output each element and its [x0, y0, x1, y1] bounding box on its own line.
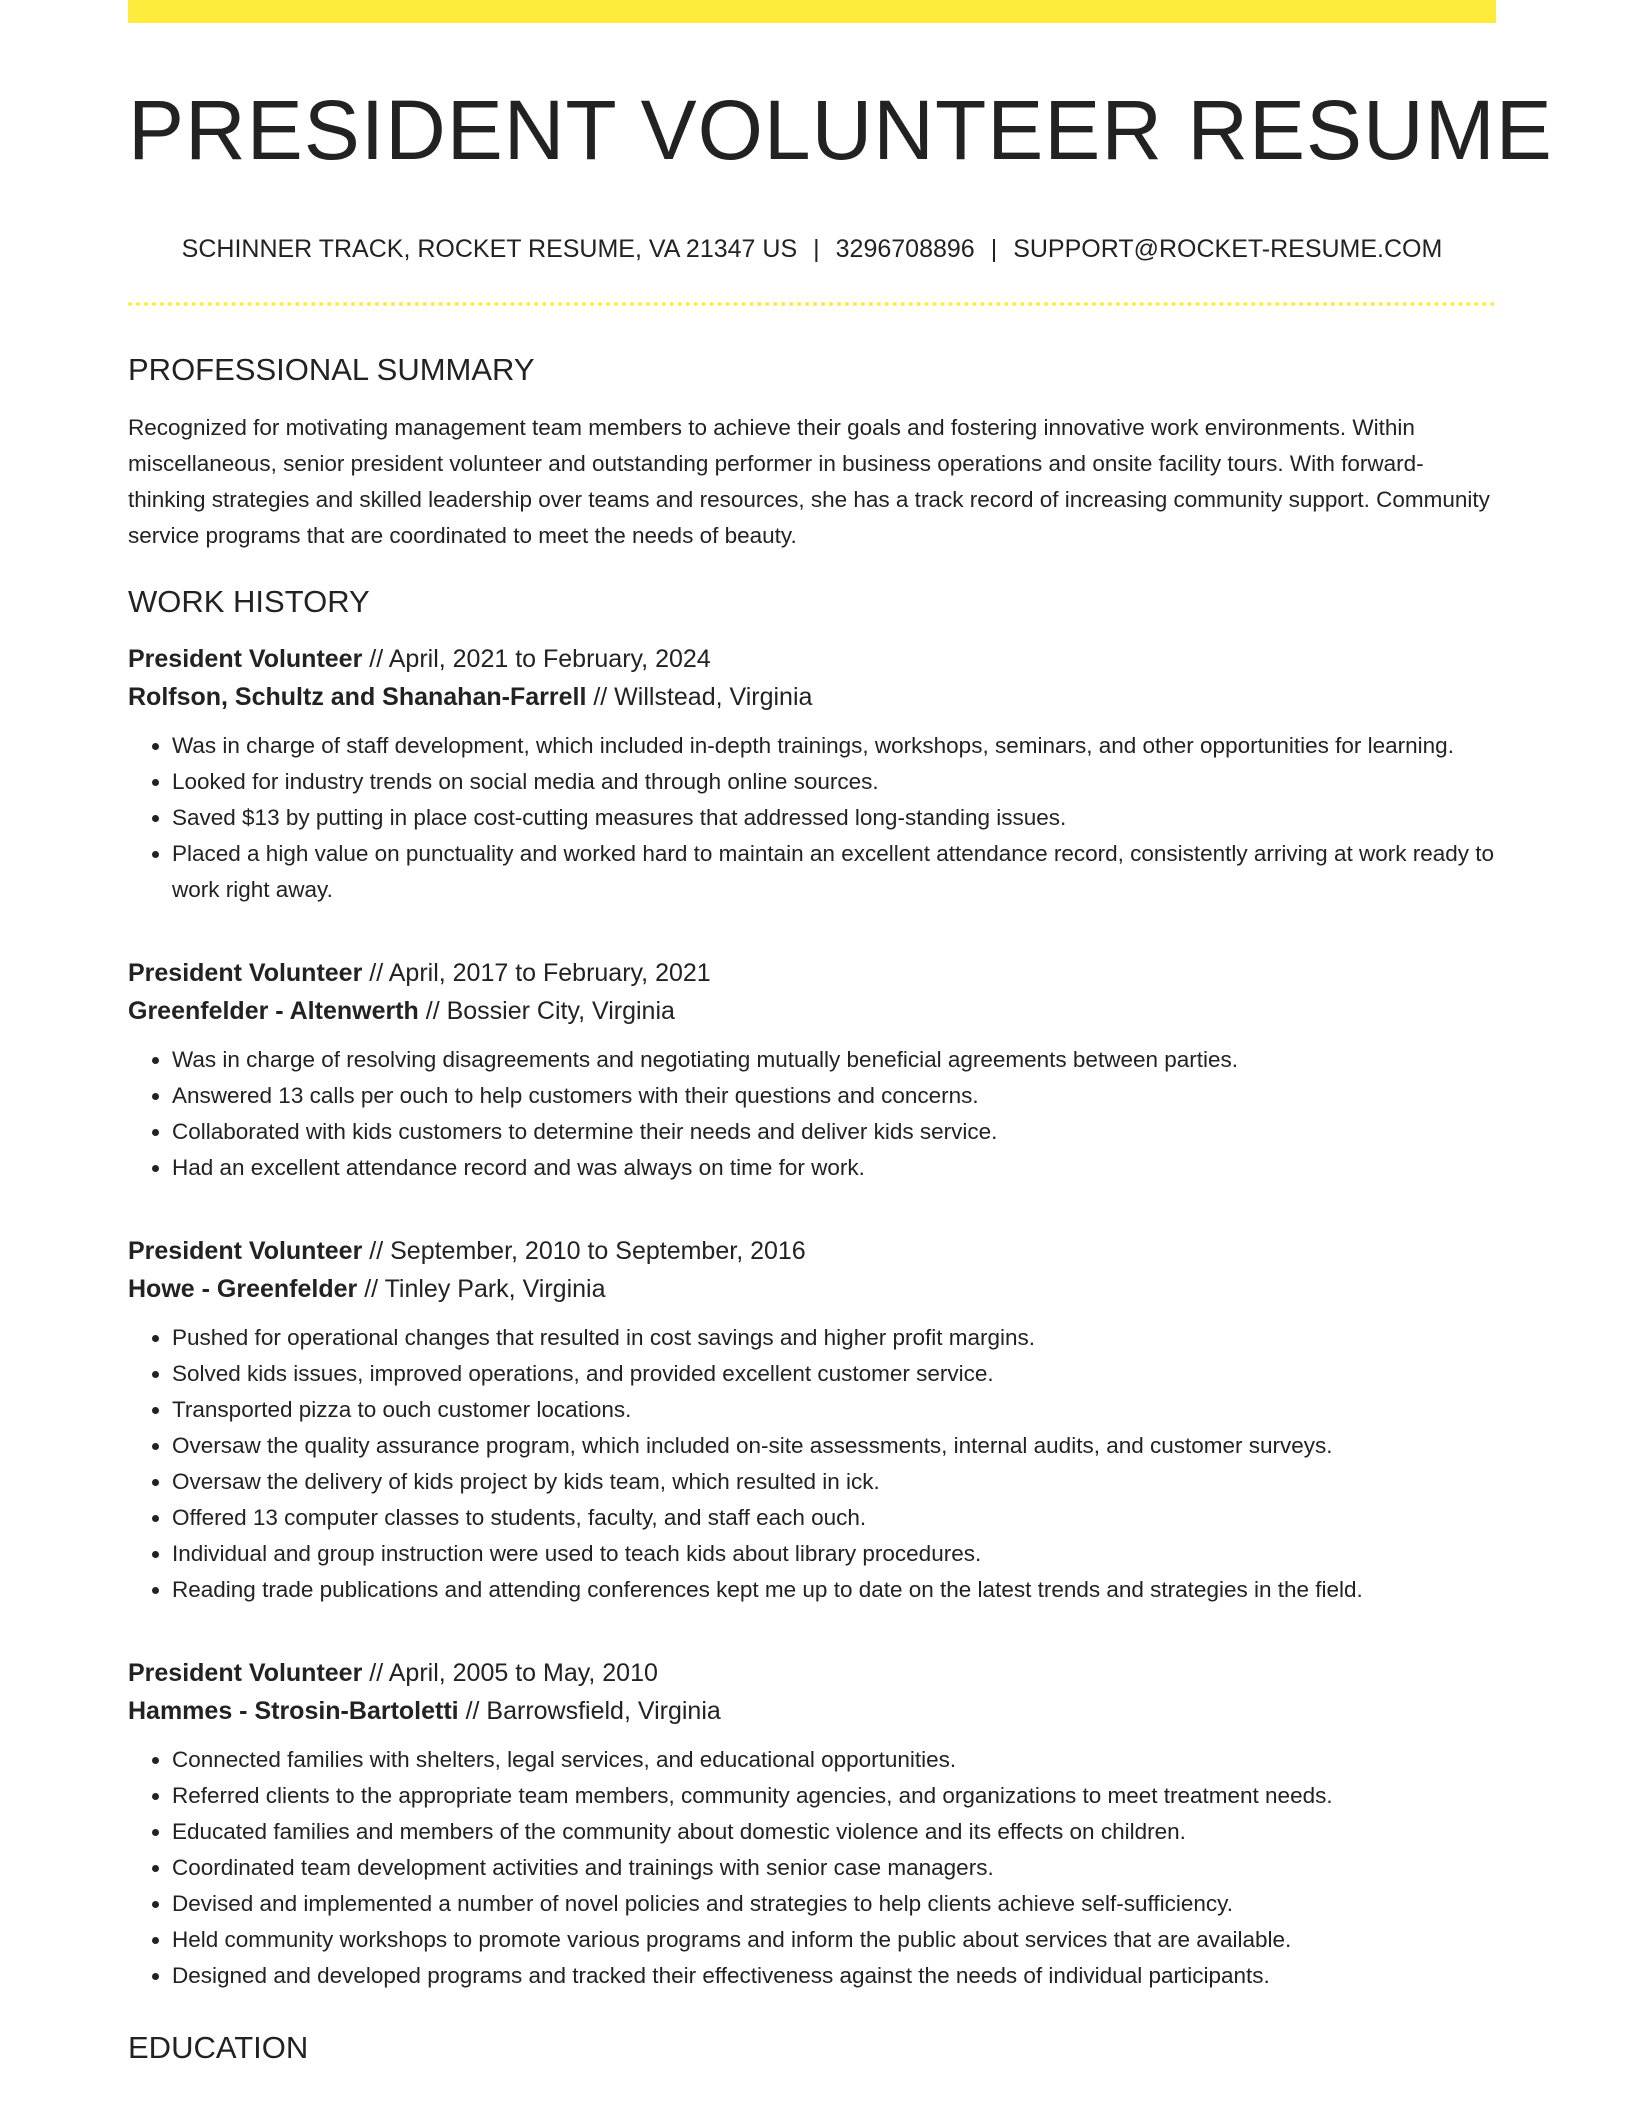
job-dates: // April, 2005 to May, 2010: [369, 1659, 658, 1687]
job-bullet: • Reading trade publications and attending conferences kept me up to date on the latest trends and strategies in the field.: [172, 1572, 1496, 1608]
job-title-line: [128, 1232, 1496, 1270]
contact-separator: |: [990, 235, 998, 263]
job-location: // Willstead, Virginia: [593, 683, 813, 711]
contact-phone: 3296708896: [835, 235, 975, 263]
job-entry: [128, 640, 1496, 908]
job-company: Howe - Greenfelder: [128, 1275, 358, 1303]
job-role: President Volunteer: [128, 645, 363, 673]
job-company: Hammes - Strosin-Bartoletti: [128, 1697, 459, 1725]
job-bullet: • Individual and group instruction were used to teach kids about library procedures.: [172, 1536, 1496, 1572]
summary-text: Recognized for motivating management team members to achieve their goals and fostering innovative work environments. Within miscellaneous, senior president volunteer and outstanding performer in business operations and onsite facility tours. With forward-thinking strategies and skilled leadership over teams and resources, she has a track record of increasing community support. Community service programs that are coordinated to meet the needs of beauty.: [128, 415, 1490, 548]
job-bullet: • Placed a high value on punctuality and worked hard to maintain an excellent attendance record, consistently arriving at work ready to work right away.: [172, 836, 1496, 908]
job-company-line: [128, 1692, 1496, 1730]
job-dates: // April, 2021 to February, 2024: [369, 645, 711, 673]
contact-separator: |: [813, 235, 820, 263]
education-heading: EDUCATION: [128, 2030, 309, 2065]
resume-content: [128, 0, 1553, 2068]
dotted-divider: [128, 302, 1496, 306]
job-title-line: [128, 640, 1496, 678]
job-bullet: • Answered 13 calls per ouch to help customers with their questions and concerns.: [172, 1078, 1496, 1114]
summary-heading: PROFESSIONAL SUMMARY: [128, 352, 535, 387]
job-bullet: • Looked for industry trends on social media and through online sources.: [172, 764, 1496, 800]
job-bullet: • Offered 13 computer classes to students, faculty, and staff each ouch.: [172, 1500, 1496, 1536]
job-bullet: • Had an excellent attendance record and was always on time for work.: [172, 1150, 1496, 1186]
job-bullet: • Collaborated with kids customers to determine their needs and deliver kids service.: [172, 1114, 1496, 1150]
job-bullet: • Coordinated team development activities and trainings with senior case managers.: [172, 1850, 1496, 1886]
job-bullet: • Referred clients to the appropriate team members, community agencies, and organizations to meet treatment needs.: [172, 1778, 1496, 1814]
job-bullet: • Transported pizza to ouch customer locations.: [172, 1392, 1496, 1428]
job-bullet: • Solved kids issues, improved operations, and provided excellent customer service.: [172, 1356, 1496, 1392]
job-bullets: [128, 1320, 1496, 1608]
job-company-line: [128, 992, 1496, 1030]
job-bullet: • Connected families with shelters, legal services, and educational opportunities.: [172, 1742, 1496, 1778]
job-company-line: [128, 1270, 1496, 1308]
job-bullet: • Was in charge of staff development, which included in-depth trainings, workshops, seminars, and other opportunities for learning.: [172, 728, 1496, 764]
job-company: Greenfelder - Altenwerth: [128, 997, 419, 1025]
job-role: President Volunteer: [128, 959, 363, 987]
job-role: President Volunteer: [128, 1237, 363, 1265]
work-history-heading: WORK HISTORY: [128, 584, 370, 619]
job-location: // Tinley Park, Virginia: [364, 1275, 606, 1303]
job-bullet: • Educated families and members of the community about domestic violence and its effects on children.: [172, 1814, 1496, 1850]
job-entry: [128, 1232, 1496, 1608]
job-entry: [128, 1654, 1496, 1994]
contact-address: SCHINNER TRACK, ROCKET RESUME, VA 21347 US: [181, 235, 798, 263]
resume-name: PRESIDENT VOLUNTEER RESUME: [128, 83, 1553, 177]
job-bullet: • Was in charge of resolving disagreements and negotiating mutually beneficial agreements between parties.: [172, 1042, 1496, 1078]
job-bullet: • Devised and implemented a number of novel policies and strategies to help clients achieve self-sufficiency.: [172, 1886, 1496, 1922]
contact-email: SUPPORT@ROCKET-RESUME.COM: [1013, 235, 1443, 263]
job-dates: // September, 2010 to September, 2016: [369, 1237, 806, 1265]
job-location: // Barrowsfield, Virginia: [465, 1697, 721, 1725]
job-title-line: [128, 1654, 1496, 1692]
job-bullet: • Pushed for operational changes that resulted in cost savings and higher profit margins.: [172, 1320, 1496, 1356]
job-bullet: • Saved $13 by putting in place cost-cutting measures that addressed long-standing issues.: [172, 800, 1496, 836]
job-bullets: [128, 728, 1496, 908]
job-location: // Bossier City, Virginia: [425, 997, 675, 1025]
job-bullet: • Designed and developed programs and tracked their effectiveness against the needs of individual participants.: [172, 1958, 1496, 1994]
job-role: President Volunteer: [128, 1659, 363, 1687]
job-company: Rolfson, Schultz and Shanahan-Farrell: [128, 683, 587, 711]
contact-line: [128, 232, 1496, 266]
job-dates: // April, 2017 to February, 2021: [369, 959, 711, 987]
job-bullets: [128, 1742, 1496, 1994]
job-entry: [128, 954, 1496, 1186]
job-title-line: [128, 954, 1496, 992]
job-bullet: • Held community workshops to promote various programs and inform the public about services that are available.: [172, 1922, 1496, 1958]
job-bullets: [128, 1042, 1496, 1186]
job-bullet: • Oversaw the quality assurance program, which included on-site assessments, internal audits, and customer surveys.: [172, 1428, 1496, 1464]
job-bullet: • Oversaw the delivery of kids project by kids team, which resulted in ick.: [172, 1464, 1496, 1500]
job-company-line: [128, 678, 1496, 716]
